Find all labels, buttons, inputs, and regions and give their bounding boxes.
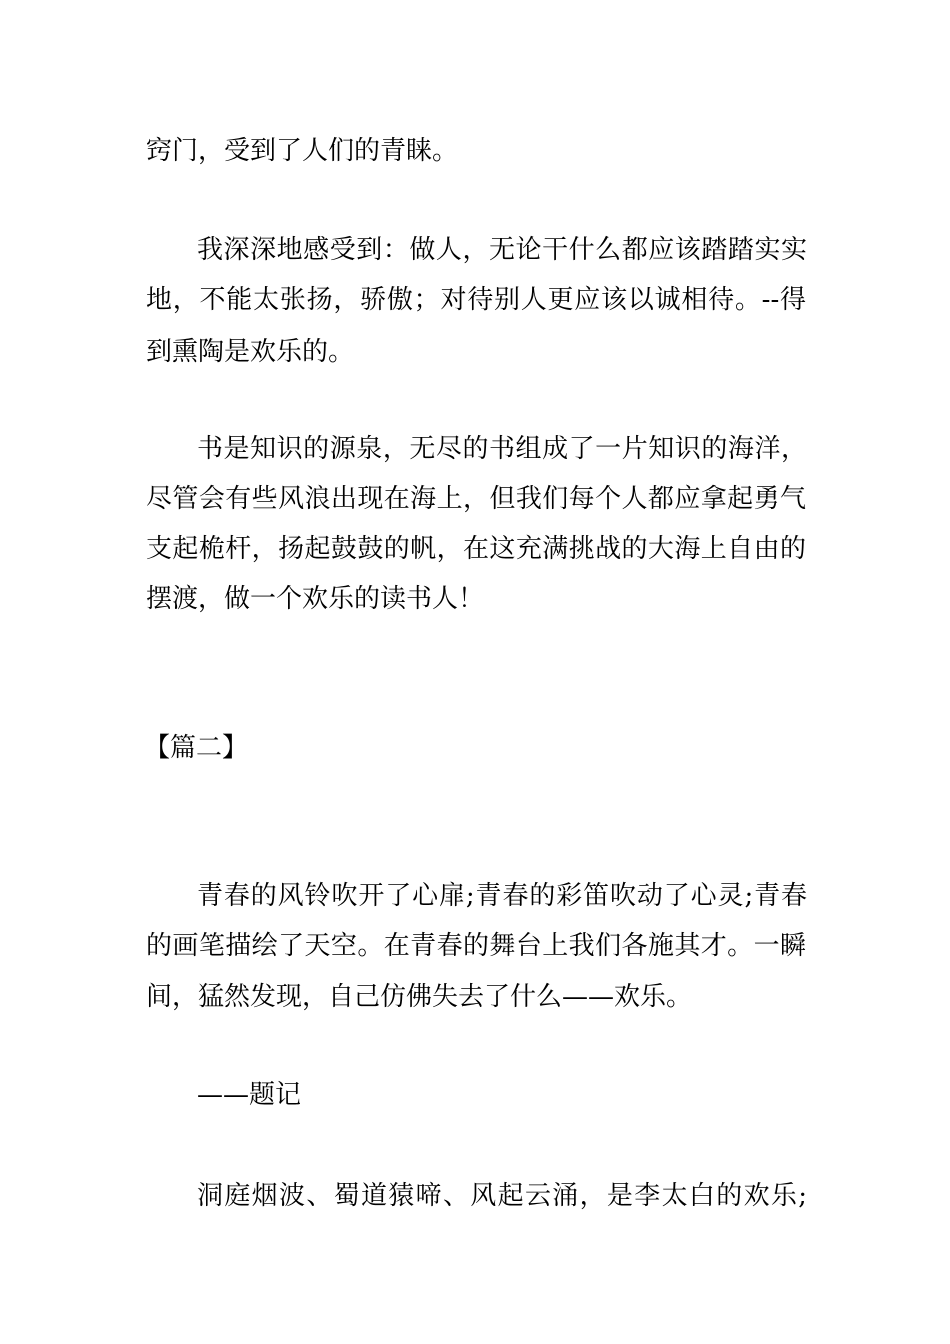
paragraph-line: 的画笔描绘了天空。在青春的舞台上我们各施其才。一瞬 bbox=[146, 931, 806, 961]
epigraph: ——题记 bbox=[197, 1080, 302, 1110]
paragraph-line: 我深深地感受到：做人，无论干什么都应该踏踏实实 bbox=[197, 235, 807, 265]
paragraph-line: 到熏陶是欢乐的。 bbox=[146, 337, 355, 367]
paragraph-line: 尽管会有些风浪出现在海上，但我们每个人都应拿起勇气 bbox=[146, 484, 806, 514]
paragraph-line: 洞庭烟波、蜀道猿啼、风起云涌，是李太白的欢乐; bbox=[197, 1181, 807, 1211]
paragraph-line: 书是知识的源泉，无尽的书组成了一片知识的海洋， bbox=[197, 434, 807, 464]
paragraph-line: 地，不能太张扬，骄傲；对待别人更应该以诚相待。--得 bbox=[146, 285, 806, 315]
paragraph-line: 窍门，受到了人们的青睐。 bbox=[146, 136, 459, 166]
paragraph-line: 支起桅杆，扬起鼓鼓的帆，在这充满挑战的大海上自由的 bbox=[146, 534, 806, 564]
paragraph-line: 间，猛然发现，自己仿佛失去了什么——欢乐。 bbox=[146, 982, 693, 1012]
section-heading: 【篇二】 bbox=[144, 733, 249, 763]
paragraph-line: 摆渡，做一个欢乐的读书人！ bbox=[146, 584, 485, 614]
paragraph-line: 青春的风铃吹开了心扉;青春的彩笛吹动了心灵;青春 bbox=[197, 881, 807, 911]
